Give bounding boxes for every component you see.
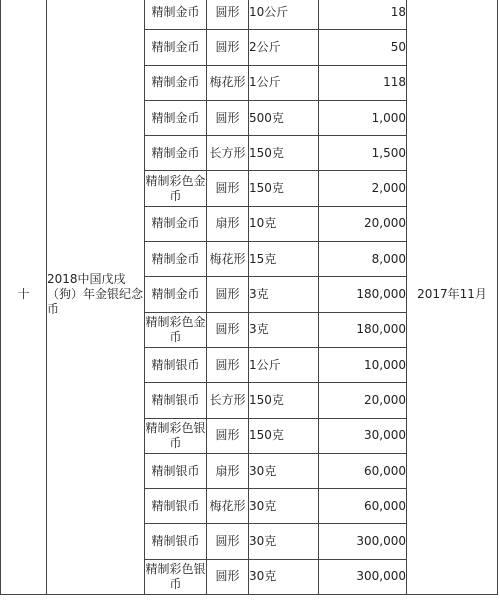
issue-date-cell: 2017年11月 <box>407 0 498 595</box>
coin-quantity-cell: 8,000 <box>319 242 407 277</box>
coin-type-cell: 精制银币 <box>145 347 207 382</box>
coin-weight-cell: 10公斤 <box>249 0 319 30</box>
group-index-cell: 十 <box>1 0 47 595</box>
coin-quantity-cell: 50 <box>319 30 407 65</box>
coin-weight-cell: 15克 <box>249 242 319 277</box>
coin-shape-cell: 圆形 <box>207 418 249 453</box>
coin-type-cell: 精制金币 <box>145 242 207 277</box>
coin-shape-cell: 圆形 <box>207 171 249 206</box>
coin-weight-cell: 3克 <box>249 312 319 347</box>
coin-quantity-cell: 60,000 <box>319 453 407 488</box>
coin-quantity-cell: 180,000 <box>319 277 407 312</box>
coin-shape-cell: 梅花形 <box>207 242 249 277</box>
coin-shape-cell: 圆形 <box>207 559 249 594</box>
coin-type-cell: 精制金币 <box>145 277 207 312</box>
coin-weight-cell: 150克 <box>249 418 319 453</box>
coin-shape-cell: 圆形 <box>207 347 249 382</box>
coin-shape-cell: 扇形 <box>207 453 249 488</box>
coin-quantity-cell: 1,500 <box>319 136 407 171</box>
coin-weight-cell: 150克 <box>249 136 319 171</box>
coin-type-cell: 精制银币 <box>145 453 207 488</box>
coin-quantity-cell: 2,000 <box>319 171 407 206</box>
coin-weight-cell: 30克 <box>249 453 319 488</box>
group-name-cell: 2018中国戊戌（狗）年金银纪念币 <box>47 0 145 595</box>
coin-shape-cell: 扇形 <box>207 206 249 241</box>
coin-quantity-cell: 180,000 <box>319 312 407 347</box>
coin-weight-cell: 1公斤 <box>249 347 319 382</box>
coin-type-cell: 精制金币 <box>145 0 207 30</box>
coin-type-cell: 精制彩色金币 <box>145 171 207 206</box>
coin-type-cell: 精制彩色金币 <box>145 312 207 347</box>
coin-type-cell: 精制金币 <box>145 206 207 241</box>
coin-shape-cell: 圆形 <box>207 100 249 135</box>
coin-quantity-cell: 18 <box>319 0 407 30</box>
coin-quantity-cell: 10,000 <box>319 347 407 382</box>
coin-quantity-cell: 300,000 <box>319 524 407 559</box>
coin-type-cell: 精制金币 <box>145 100 207 135</box>
coin-shape-cell: 圆形 <box>207 524 249 559</box>
coin-weight-cell: 30克 <box>249 524 319 559</box>
coin-shape-cell: 梅花形 <box>207 489 249 524</box>
coin-quantity-cell: 118 <box>319 65 407 100</box>
coin-shape-cell: 梅花形 <box>207 65 249 100</box>
coin-weight-cell: 2公斤 <box>249 30 319 65</box>
coin-type-cell: 精制银币 <box>145 489 207 524</box>
coin-type-cell: 精制金币 <box>145 136 207 171</box>
coin-shape-cell: 圆形 <box>207 0 249 30</box>
coin-quantity-cell: 1,000 <box>319 100 407 135</box>
coin-weight-cell: 30克 <box>249 559 319 594</box>
coin-type-cell: 精制金币 <box>145 65 207 100</box>
coin-weight-cell: 10克 <box>249 206 319 241</box>
coin-type-cell: 精制彩色银币 <box>145 418 207 453</box>
coin-shape-cell: 长方形 <box>207 136 249 171</box>
coin-type-cell: 精制银币 <box>145 524 207 559</box>
coin-shape-cell: 圆形 <box>207 312 249 347</box>
coin-quantity-cell: 20,000 <box>319 206 407 241</box>
coin-quantity-cell: 300,000 <box>319 559 407 594</box>
coin-quantity-cell: 20,000 <box>319 383 407 418</box>
coin-weight-cell: 3克 <box>249 277 319 312</box>
coin-weight-cell: 1公斤 <box>249 65 319 100</box>
coin-type-cell: 精制彩色银币 <box>145 559 207 594</box>
coin-type-cell: 精制金币 <box>145 30 207 65</box>
coin-weight-cell: 500克 <box>249 100 319 135</box>
coin-weight-cell: 30克 <box>249 489 319 524</box>
coin-type-cell: 精制银币 <box>145 383 207 418</box>
coin-weight-cell: 150克 <box>249 171 319 206</box>
table-row <box>1 0 498 30</box>
coin-shape-cell: 圆形 <box>207 277 249 312</box>
coin-shape-cell: 长方形 <box>207 383 249 418</box>
coin-shape-cell: 圆形 <box>207 30 249 65</box>
coin-quantity-cell: 30,000 <box>319 418 407 453</box>
coin-quantity-cell: 60,000 <box>319 489 407 524</box>
coin-weight-cell: 150克 <box>249 383 319 418</box>
